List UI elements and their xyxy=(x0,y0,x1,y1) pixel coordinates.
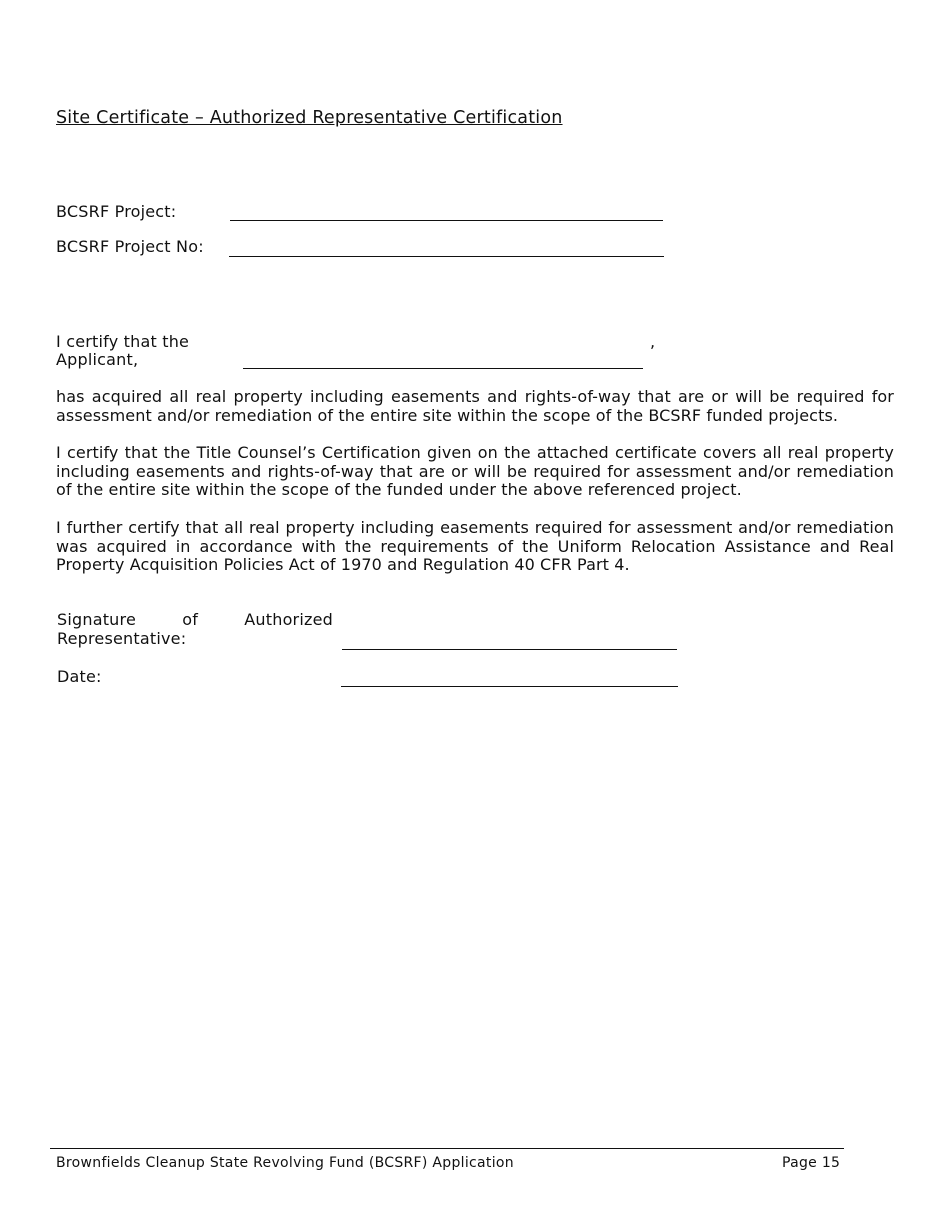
paragraph-acquired: has acquired all real property including easements and rights-of-way that are or will be required for assessment and/or remediation of the entire site within the scope of the BCSRF funded projects. xyxy=(56,387,894,425)
paragraph-title-counsel: I certify that the Title Counsel’s Certification given on the attached certificate covers all real property including easements and rights-of-way that are or will be required for assessment and/or remediation of the entire site within the scope of the funded under the above referenced project. xyxy=(56,443,894,499)
date-input-line[interactable] xyxy=(341,686,678,687)
signature-word: Signature xyxy=(57,610,136,629)
date-label: Date: xyxy=(57,667,102,686)
applicant-input-line[interactable] xyxy=(243,368,643,369)
project-label: BCSRF Project: xyxy=(56,202,177,221)
footer-rule xyxy=(50,1148,844,1149)
representative-word: Representative: xyxy=(57,629,187,648)
project-input-line[interactable] xyxy=(230,220,663,221)
signature-input-line[interactable] xyxy=(342,649,677,650)
footer-title: Brownfields Cleanup State Revolving Fund (BCSRF) Application xyxy=(56,1155,514,1171)
signature-label xyxy=(57,610,333,648)
applicant-label-line1: I certify that the xyxy=(56,332,190,351)
page-number: Page 15 xyxy=(782,1155,841,1171)
of-word: of xyxy=(182,610,199,629)
authorized-word: Authorized xyxy=(244,610,333,629)
applicant-comma: , xyxy=(650,332,656,351)
applicant-label-line2: Applicant, xyxy=(56,350,139,369)
paragraph-further-certify: I further certify that all real property including easements required for assessment and/or remediation was acquired in accordance with the requirements of the Uniform Relocation Assistance and Real Property Acquisition Policies Act of 1970 and Regulation 40 CFR Part 4. xyxy=(56,518,894,574)
project-no-input-line[interactable] xyxy=(229,256,664,257)
page-title: Site Certificate – Authorized Representative Certification xyxy=(56,108,563,128)
project-no-label: BCSRF Project No: xyxy=(56,237,204,256)
